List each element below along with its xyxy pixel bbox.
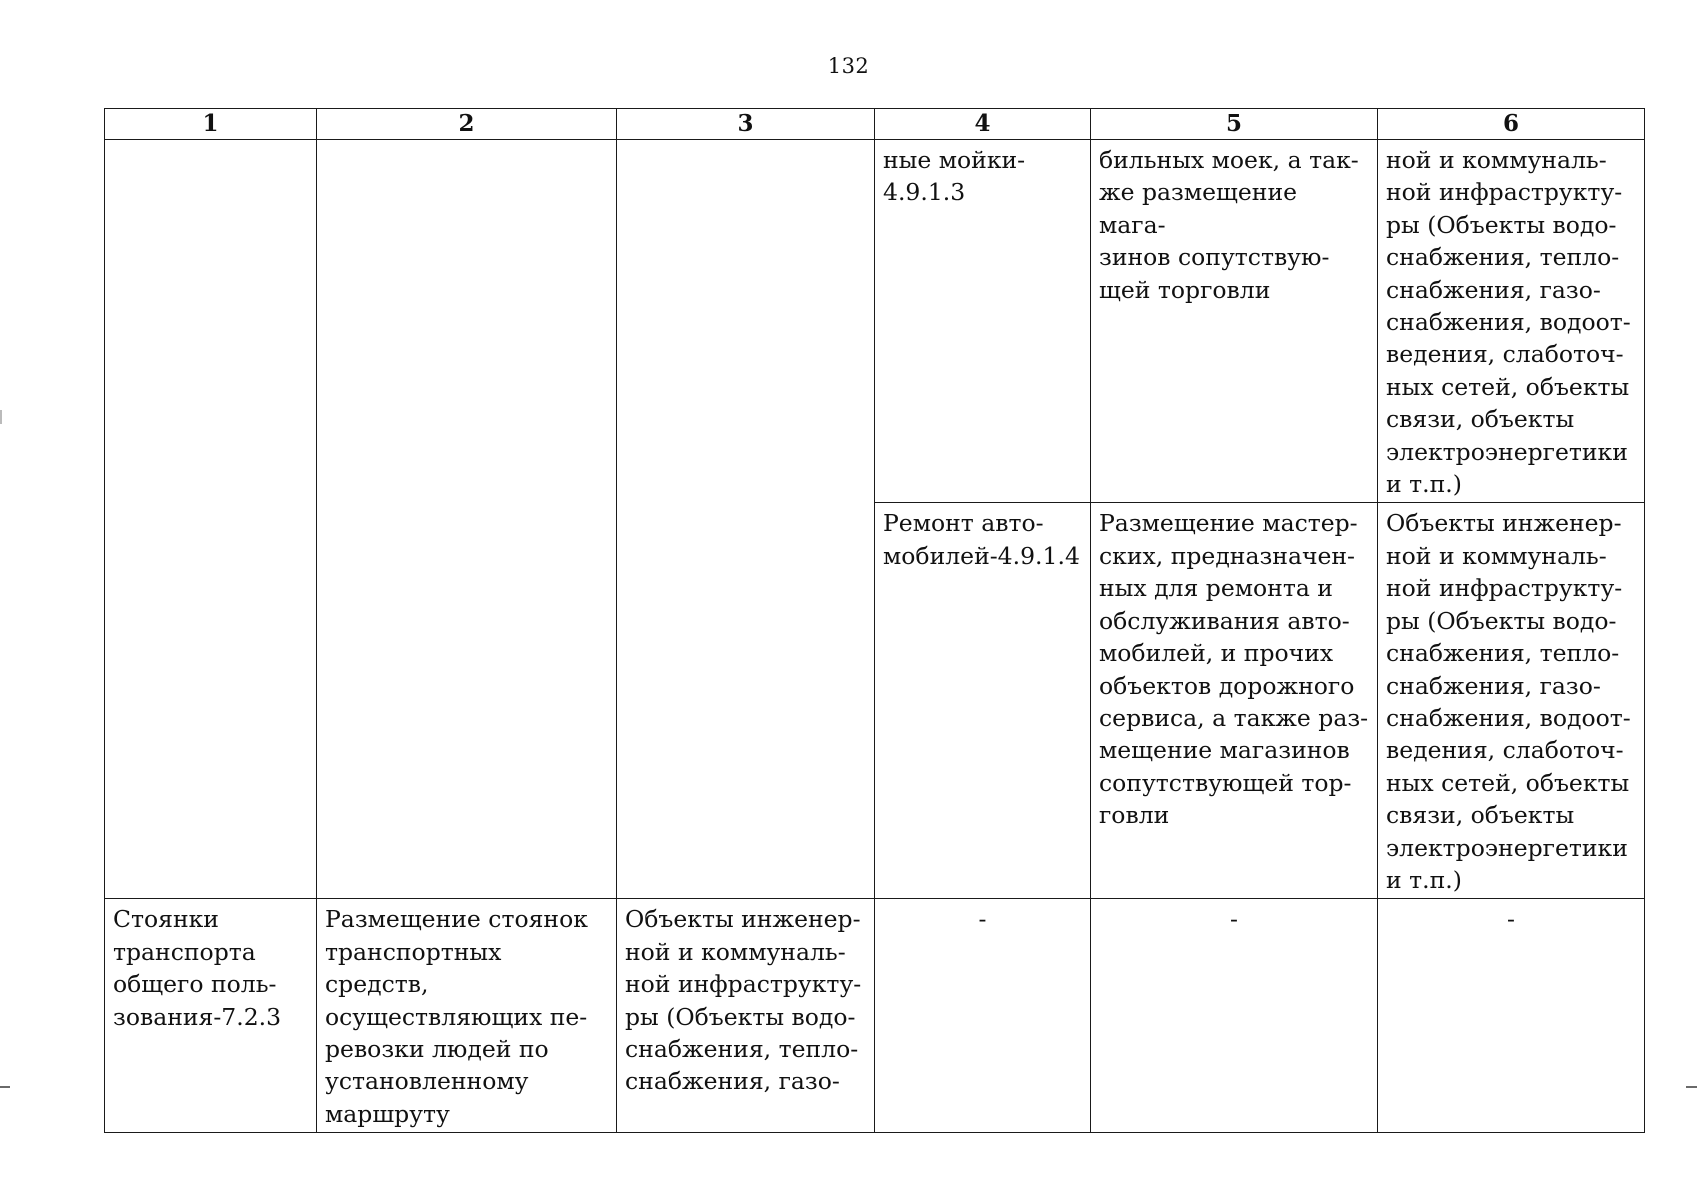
table-cell	[317, 140, 617, 899]
scan-edge-mark-right	[1686, 1086, 1697, 1088]
column-header-3: 3	[617, 109, 875, 140]
table-cell	[617, 140, 875, 899]
table-cell: Объекты инженер- ной и коммуналь- ной инфраструкту- ры (Объекты водо- снабжения, тепло- снабжения, газо- снабжения, водоот- ведения, слаботоч- ных сетей, объекты связи, объекты электроэнергетики и т.п.)	[1378, 503, 1645, 899]
table-row	[105, 899, 1645, 1133]
table-cell: Размещение стоянок транспортных средств, осуществляющих пе- ревозки людей по установленному маршруту	[317, 899, 617, 1133]
page-number: 132	[827, 54, 870, 78]
column-header-1: 1	[105, 109, 317, 140]
table-cell: ные мойки- 4.9.1.3	[875, 140, 1091, 503]
table-cell: ной и коммуналь- ной инфраструкту- ры (Объекты водо- снабжения, тепло- снабжения, газо- снабжения, водоот- ведения, слаботоч- ных сетей, объекты связи, объекты электроэнергетики и т.п.)	[1378, 140, 1645, 503]
table-header-row	[105, 109, 1645, 140]
table-row	[105, 140, 1645, 503]
column-header-4: 4	[875, 109, 1091, 140]
table-cell: -	[875, 899, 1091, 1133]
table-cell: Размещение мастер- ских, предназначен- ных для ремонта и обслуживания авто- мобилей, и прочих объектов дорожного сервиса, а также раз- мещение магазинов сопутствующей тор- говли	[1091, 503, 1378, 899]
column-header-5: 5	[1091, 109, 1378, 140]
table-cell: Ремонт авто- мобилей-4.9.1.4	[875, 503, 1091, 899]
table-cell: Стоянки транспорта общего поль- зования-7.2.3	[105, 899, 317, 1133]
column-header-2: 2	[317, 109, 617, 140]
table-cell: бильных моек, а так- же размещение мага- зинов сопутствую- щей торговли	[1091, 140, 1378, 503]
regulation-table	[104, 108, 1645, 1133]
table-cell: -	[1378, 899, 1645, 1133]
scan-margin-mark	[0, 410, 2, 424]
table-cell: -	[1091, 899, 1378, 1133]
table-cell: Объекты инженер- ной и коммуналь- ной инфраструкту- ры (Объекты водо- снабжения, тепло- снабжения, газо-	[617, 899, 875, 1133]
column-header-6: 6	[1378, 109, 1645, 140]
scan-edge-mark-left	[0, 1086, 10, 1088]
table-cell	[105, 140, 317, 899]
